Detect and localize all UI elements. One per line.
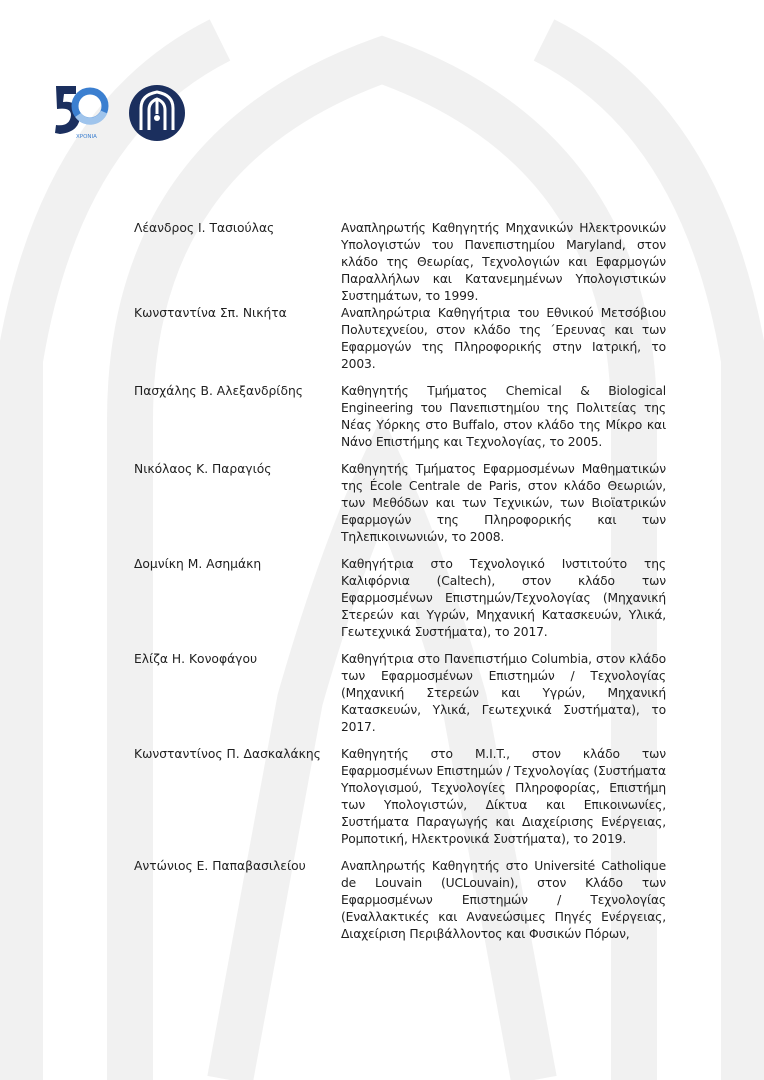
honoree-name: Λέανδρος Ι. Τασιούλας [134,221,275,235]
list-item [134,305,666,373]
list-item [134,651,666,736]
honoree-description: Καθηγητής Τμήματος Εφαρμοσμένων Μαθηματικών της École Centrale de Paris, στον κλάδο Θεωριών, των Μεθόδων και των Τεχνικών, των Βιοϊατρικών Εφαρμογών της Πληροφορικής και των Τηλεπικοινωνιών, το 2008. [341,462,666,544]
honoree-description: Αναπληρώτρια Καθηγήτρια του Εθνικού Μετσόβιου Πολυτεχνείου, στον κλάδο της ΄Ερευνας και των Εφαρμογών της Πληροφορικής στην Ιατρική, το 2003. [341,306,666,371]
list-item [134,383,666,451]
honoree-name: Αντώνιος Ε. Παπαβασιλείου [134,859,306,873]
honoree-name: Κωνσταντίνα Σπ. Νικήτα [134,306,287,320]
honoree-name: Νικόλαος Κ. Παραγιός [134,462,272,476]
honoree-description: Καθηγήτρια στο Τεχνολογικό Ινστιτούτο της Καλιφόρνια (Caltech), στον κλάδο των Εφαρμοσμένων Επιστημών/Τεχνολογίας (Μηχανική Στερεών και Υγρών, Μηχανική Κατασκευών, Υλικά, Γεωτεχνικά Συστήματα), το 2017. [341,557,666,639]
honoree-description: Καθηγητής στο M.I.T., στον κλάδο των Εφαρμοσμένων Επιστημών / Τεχνολογίας (Συστήματα Υπολογισμού, Τεχνολογίες Πληροφορίας, Επιστήμη των Υπολογιστών, Δίκτυα και Επικοινωνίες, Συστήματα Παραγωγής και Διαχείρισης Ενέργειας, Ρομποτική, Ηλεκτρονικά Συστήματα), το 2019. [341,747,666,846]
honoree-description: Καθηγητής Τμήματος Chemical & Biological Engineering του Πανεπιστημίου της Πολιτείας της Νέας Υόρκης στο Buffalo, στον κλάδο της Μίκρο και Νάνο Επιστήμης και Τεχνολογίας, το 2005. [341,384,666,449]
honoree-description: Αναπληρωτής Καθηγητής στο Université Catholique de Louvain (UCLouvain), στον Κλάδο των Εφαρμοσμένων Επιστημών / Τεχνολογίας (Εναλλακτικές και Ανανεώσιμες Πηγές Ενέργειας, Διαχείριση Περιβάλλοντος και Φυσικών Πόρων, [341,859,666,941]
honoree-name: Δομνίκη Μ. Ασημάκη [134,557,262,571]
honorees-list [134,220,666,943]
honoree-description: Καθηγήτρια στο Πανεπιστήμιο Columbia, στον κλάδο των Εφαρμοσμένων Επιστημών / Τεχνολογίας (Μηχανική Στερεών και Υγρών, Μηχανική Κατασκευών, Υλικά, Γεωτεχνικά Συστήματα), το 2017. [341,652,666,734]
honoree-description: Αναπληρωτής Καθηγητής Μηχανικών Ηλεκτρονικών Υπολογιστών του Πανεπιστημίου Maryland, στον κλάδο της Θεωρίας, Τεχνολογιών και Εφαρμογών Παραλλήλων και Κατανεμημένων Υπολογιστικών Συστημάτων, το 1999. [341,221,666,303]
list-item [134,220,666,305]
list-item [134,746,666,848]
anniversary-label: ΧΡΟΝΙΑ [76,134,97,140]
honoree-name: Ελίζα Η. Κονοφάγου [134,652,258,666]
anniversary-50-logo [52,82,112,140]
honoree-name: Πασχάλης Β. Αλεξανδρίδης [134,384,303,398]
list-item [134,858,666,943]
list-item [134,556,666,641]
honoree-name: Κωνσταντίνος Π. Δασκαλάκης [134,747,321,761]
institution-seal-logo [128,84,186,142]
list-item [134,461,666,546]
